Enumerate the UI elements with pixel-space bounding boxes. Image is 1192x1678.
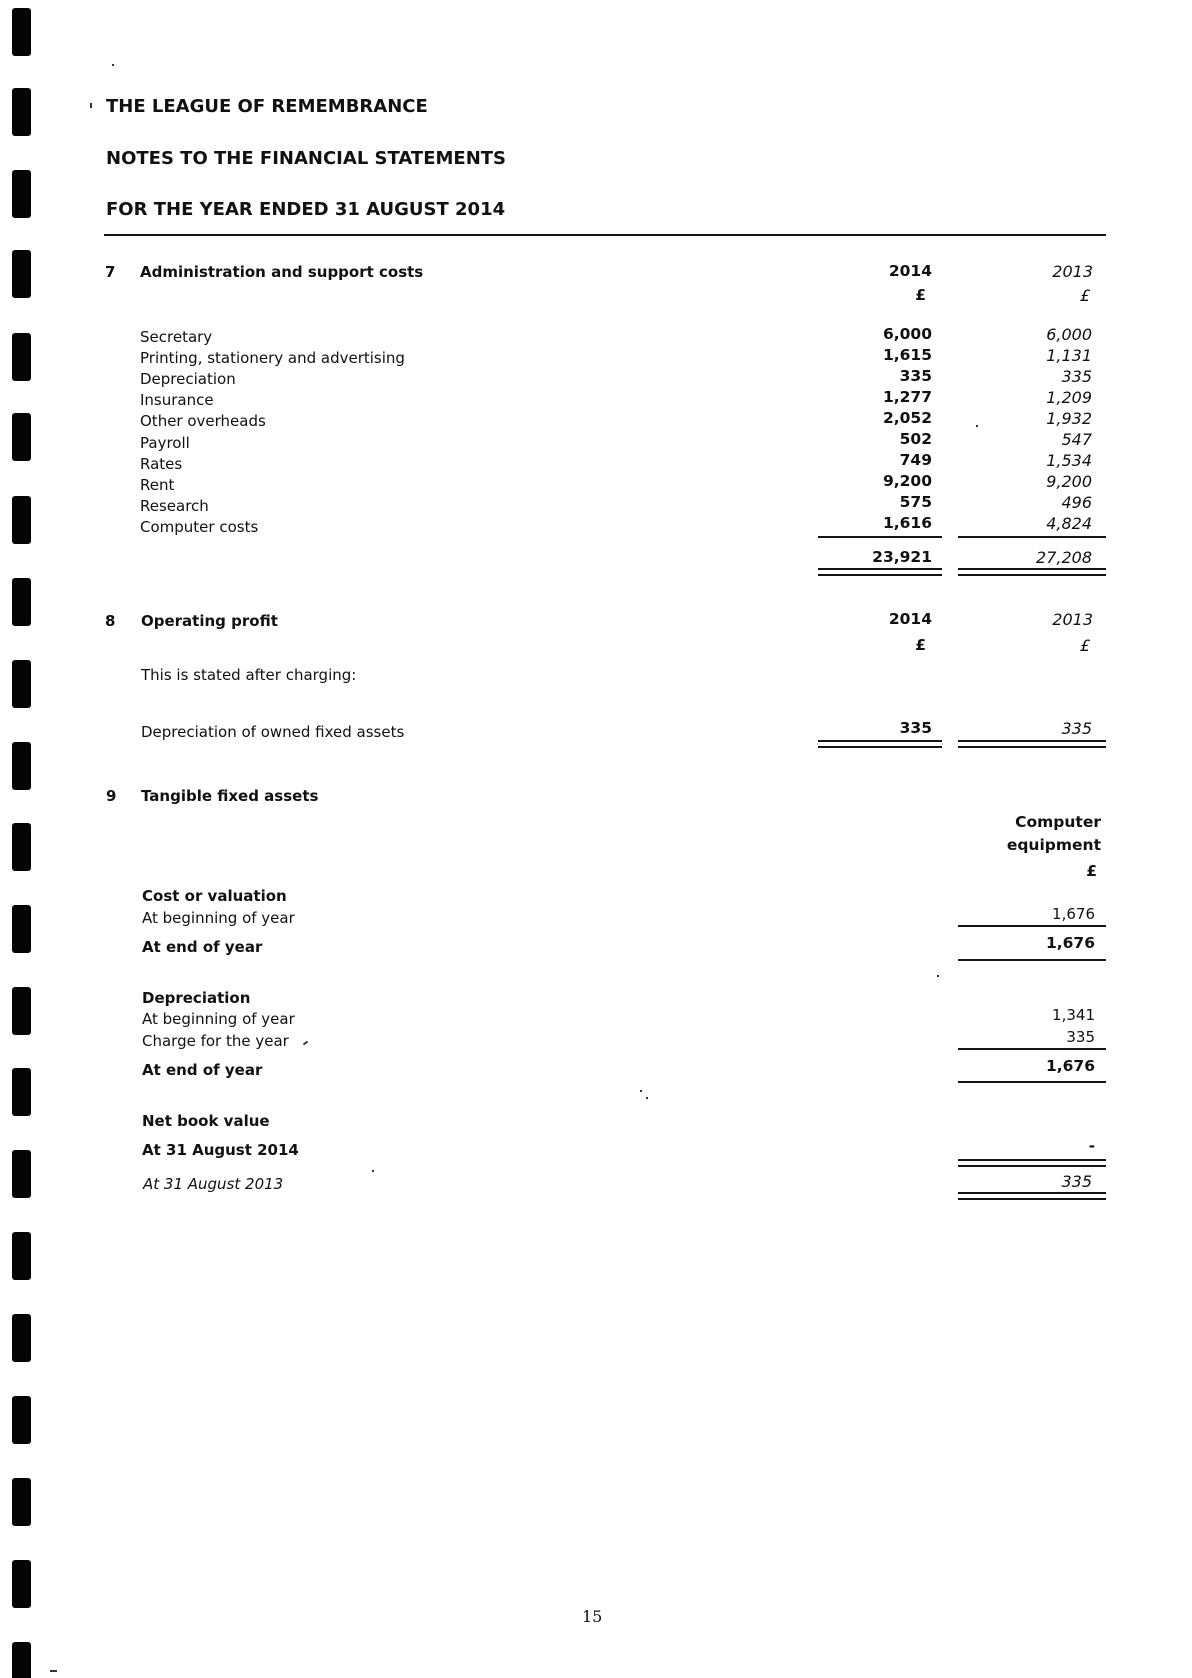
column-header-current-year: 2014 bbox=[888, 262, 932, 280]
total-double-rule-prior bbox=[958, 574, 1106, 576]
row-value: 1,676 bbox=[1052, 905, 1095, 923]
row-label-total: At end of year bbox=[142, 938, 263, 956]
binding-bar bbox=[12, 1560, 31, 1608]
row-label: Charge for the year bbox=[142, 1032, 289, 1050]
subtotal-rule-current bbox=[818, 536, 942, 538]
currency-symbol-current: £ bbox=[915, 636, 926, 654]
binding-bar bbox=[12, 1642, 31, 1678]
scan-speck bbox=[937, 975, 939, 977]
row-value-prior: 335 bbox=[1061, 367, 1092, 386]
row-label-current-year: At 31 August 2014 bbox=[142, 1141, 299, 1159]
row-label: Depreciation of owned fixed assets bbox=[141, 723, 405, 741]
row-value-current: 749 bbox=[899, 451, 932, 469]
row-label: Printing, stationery and advertising bbox=[140, 349, 405, 367]
scan-speck bbox=[640, 1090, 642, 1092]
subtotal-rule bbox=[958, 925, 1106, 927]
row-value: 335 bbox=[1066, 1028, 1095, 1046]
row-value-current: 6,000 bbox=[882, 325, 932, 343]
row-value-current: 575 bbox=[899, 493, 932, 511]
double-rule-current bbox=[818, 740, 942, 742]
binding-bar bbox=[12, 170, 31, 218]
note-number: 9 bbox=[106, 787, 117, 805]
row-label: Computer costs bbox=[140, 518, 259, 536]
binding-bar bbox=[12, 578, 31, 626]
row-value-prior: 1,534 bbox=[1046, 451, 1092, 470]
note-title: Administration and support costs bbox=[140, 263, 424, 281]
scan-speck bbox=[303, 1041, 308, 1046]
row-value-prior: 496 bbox=[1061, 493, 1092, 512]
total-current: 23,921 bbox=[872, 548, 932, 566]
row-value-current: 1,277 bbox=[882, 388, 932, 406]
row-value-prior: 547 bbox=[1061, 430, 1092, 449]
row-value-current: 502 bbox=[899, 430, 932, 448]
period-title: FOR THE YEAR ENDED 31 AUGUST 2014 bbox=[106, 199, 506, 220]
row-value-prior: 335 bbox=[1061, 719, 1092, 738]
column-header-current-year: 2014 bbox=[888, 610, 932, 628]
currency-symbol-current: £ bbox=[915, 286, 926, 304]
binding-bar bbox=[12, 1150, 31, 1198]
row-value-prior: 1,131 bbox=[1046, 346, 1092, 365]
double-rule-prior bbox=[958, 746, 1106, 748]
row-label-prior-year: At 31 August 2013 bbox=[143, 1175, 284, 1193]
row-label-total: At end of year bbox=[142, 1061, 263, 1079]
page-number: 15 bbox=[582, 1607, 603, 1626]
total-rule bbox=[958, 959, 1106, 961]
row-label: Other overheads bbox=[140, 412, 266, 430]
row-value-prior: 6,000 bbox=[1046, 325, 1092, 344]
total-double-rule-current bbox=[818, 574, 942, 576]
row-value-current: 1,616 bbox=[882, 514, 932, 532]
binding-bar bbox=[12, 1068, 31, 1116]
scan-speck bbox=[112, 64, 114, 66]
row-value-prior: 1,209 bbox=[1046, 388, 1092, 407]
note-number: 7 bbox=[105, 263, 116, 281]
row-label: Insurance bbox=[140, 391, 214, 409]
column-header-prior-year: 2013 bbox=[1052, 610, 1093, 629]
double-rule bbox=[958, 1165, 1106, 1167]
row-value-prior: 4,824 bbox=[1046, 514, 1092, 533]
header-rule bbox=[104, 234, 1106, 236]
subtotal-rule bbox=[958, 1048, 1106, 1050]
scan-speck bbox=[646, 1097, 648, 1099]
binding-bar bbox=[12, 88, 31, 136]
row-label: Secretary bbox=[140, 328, 213, 346]
row-value-prior-year: 335 bbox=[1061, 1172, 1092, 1191]
note-title: Tangible fixed assets bbox=[141, 787, 319, 805]
row-value-current: 335 bbox=[899, 719, 932, 737]
total-double-rule-prior bbox=[958, 568, 1106, 570]
row-label: Depreciation bbox=[140, 370, 236, 388]
row-label: Payroll bbox=[140, 434, 190, 452]
binding-bar bbox=[12, 8, 31, 56]
section-heading-net-book-value: Net book value bbox=[142, 1112, 270, 1130]
binding-bar bbox=[12, 660, 31, 708]
double-rule bbox=[958, 1198, 1106, 1200]
row-value-current-year: - bbox=[1088, 1137, 1095, 1155]
row-value-total: 1,676 bbox=[1045, 934, 1095, 952]
column-header-prior-year: 2013 bbox=[1052, 262, 1093, 281]
section-heading-cost: Cost or valuation bbox=[142, 887, 287, 905]
row-label: At beginning of year bbox=[142, 1010, 295, 1028]
row-value-current: 335 bbox=[899, 367, 932, 385]
row-value-current: 9,200 bbox=[882, 472, 932, 490]
row-label: At beginning of year bbox=[142, 909, 295, 927]
binding-bar bbox=[12, 1396, 31, 1444]
row-value-current: 2,052 bbox=[882, 409, 932, 427]
scan-speck bbox=[50, 1670, 57, 1672]
binding-bar bbox=[12, 413, 31, 461]
scan-speck bbox=[372, 1170, 374, 1172]
total-double-rule-current bbox=[818, 568, 942, 570]
document-title: NOTES TO THE FINANCIAL STATEMENTS bbox=[106, 148, 507, 169]
binding-bar bbox=[12, 1314, 31, 1362]
row-label: Rates bbox=[140, 455, 183, 473]
binding-bar bbox=[12, 823, 31, 871]
binding-bar bbox=[12, 987, 31, 1035]
row-value-prior: 1,932 bbox=[1046, 409, 1092, 428]
organisation-name: THE LEAGUE OF REMEMBRANCE bbox=[106, 96, 428, 117]
scan-speck bbox=[976, 425, 978, 427]
row-value-total: 1,676 bbox=[1045, 1057, 1095, 1075]
binding-bar bbox=[12, 1478, 31, 1526]
currency-symbol-prior: £ bbox=[1079, 286, 1090, 305]
note-number: 8 bbox=[105, 612, 116, 630]
row-label: Rent bbox=[140, 476, 175, 494]
subtotal-rule-prior bbox=[958, 536, 1106, 538]
row-value-current: 1,615 bbox=[882, 346, 932, 364]
double-rule-prior bbox=[958, 740, 1106, 742]
section-heading-depreciation: Depreciation bbox=[142, 989, 251, 1007]
currency-symbol-prior: £ bbox=[1079, 636, 1090, 655]
column-header-line-1: Computer bbox=[1015, 813, 1101, 831]
binding-bar bbox=[12, 250, 31, 298]
row-value: 1,341 bbox=[1052, 1006, 1095, 1024]
double-rule bbox=[958, 1192, 1106, 1194]
scan-speck bbox=[90, 103, 92, 108]
binding-bar bbox=[12, 1232, 31, 1280]
binding-bar bbox=[12, 742, 31, 790]
binding-bar bbox=[12, 333, 31, 381]
row-label: Research bbox=[140, 497, 209, 515]
row-value-prior: 9,200 bbox=[1046, 472, 1092, 491]
double-rule bbox=[958, 1159, 1106, 1161]
total-prior: 27,208 bbox=[1036, 548, 1092, 567]
binding-bar bbox=[12, 496, 31, 544]
total-rule bbox=[958, 1081, 1106, 1083]
currency-symbol: £ bbox=[1086, 862, 1097, 880]
column-header-line-2: equipment bbox=[1006, 836, 1101, 854]
binding-bar bbox=[12, 905, 31, 953]
note-title: Operating profit bbox=[141, 612, 278, 630]
note-subtitle: This is stated after charging: bbox=[141, 666, 357, 684]
double-rule-current bbox=[818, 746, 942, 748]
